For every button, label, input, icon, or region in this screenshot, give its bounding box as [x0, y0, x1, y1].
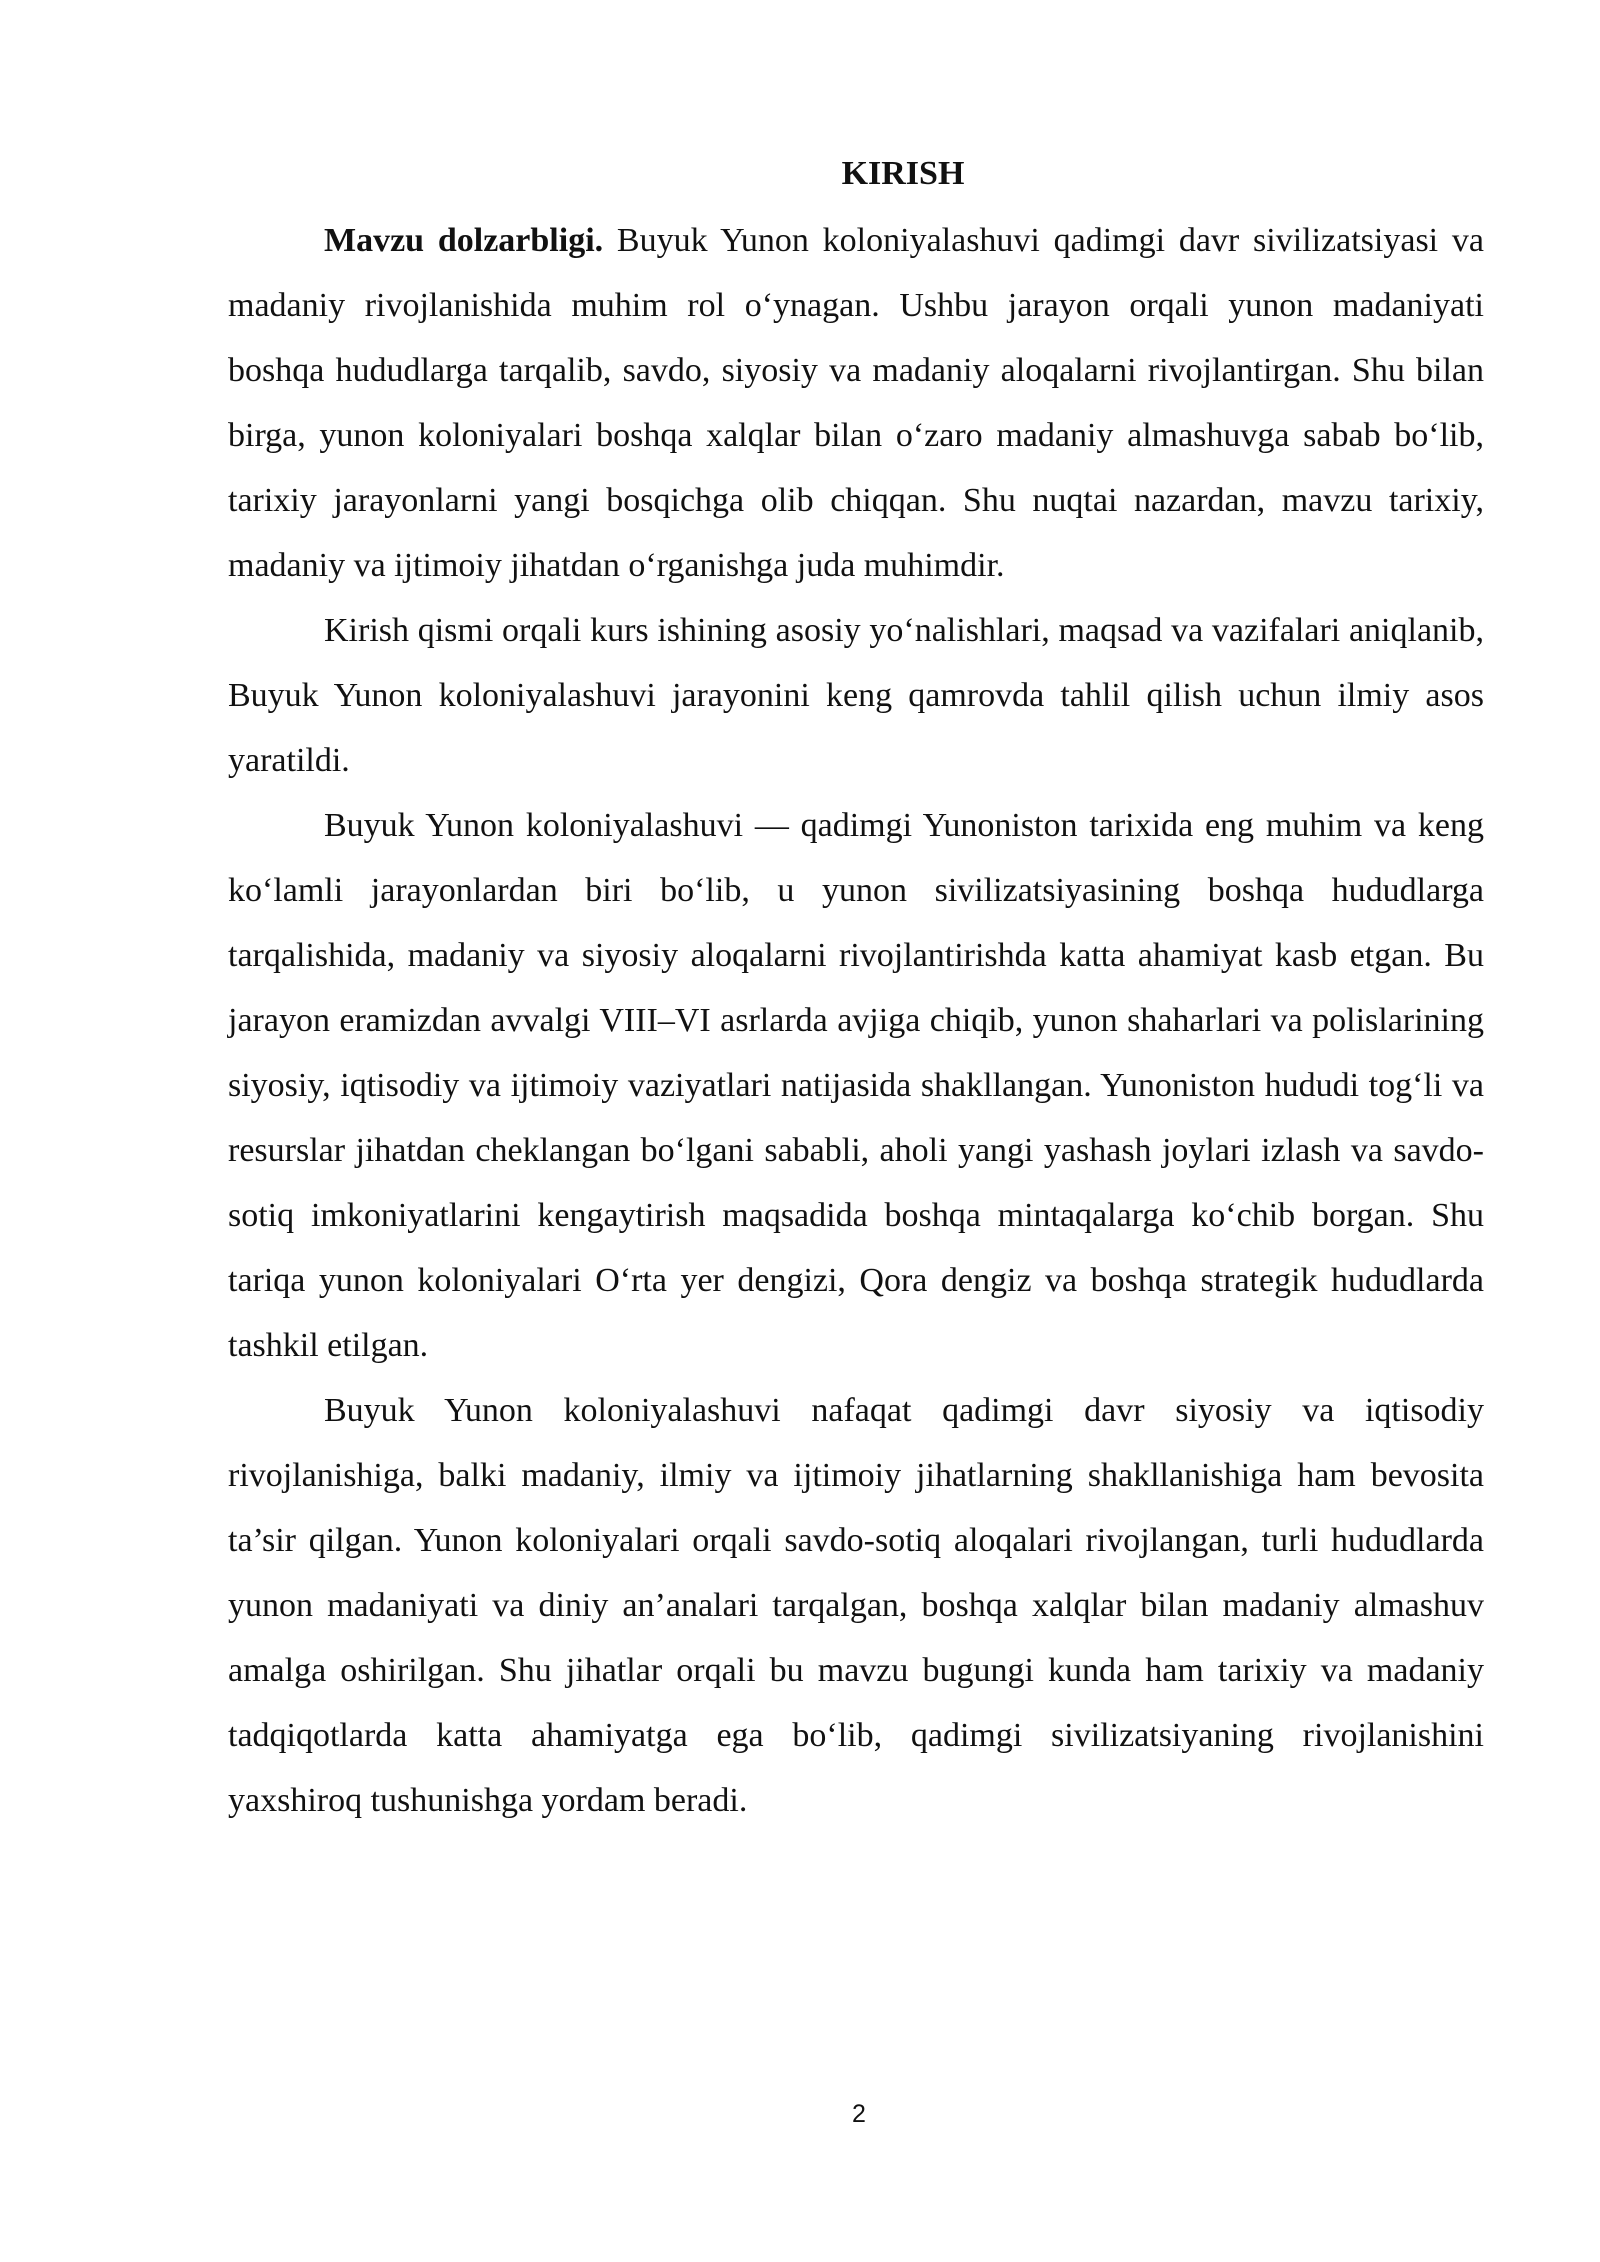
paragraph-introduction: Kirish qismi orqali kurs ishining asosiy yo‘nalishlari, maqsad va vazifalari aniqlanib, Buyuk Yunon koloniyalashuvi jarayonini keng qamrovda tahlil qilish uchun ilmiy asos yaratildi.: [228, 612, 1484, 779]
paragraph-text: Buyuk Yunon koloniyalashuvi qadimgi davr sivilizatsiyasi va madaniy rivojlanishida muhim rol o‘ynagan. Ushbu jarayon orqali yunon madaniyati boshqa hududlarga tarqalib, savdo, siyosiy va madaniy aloqalarni rivojlantirgan. Shu bilan birga, yunon koloniyalari boshqa xalqlar bilan o‘zaro madaniy almashuvga sabab bo‘lib, tarixiy jarayonlarni yangi bosqichga olib chiqqan. Shu nuqtai nazardan, mavzu tarixiy, madaniy va ijtimoiy jihatdan o‘rganishga juda muhimdir.: [228, 222, 1484, 584]
body-text: [228, 208, 1484, 1833]
paragraph-significance: Buyuk Yunon koloniyalashuvi nafaqat qadimgi davr siyosiy va iqtisodiy rivojlanishiga, balki madaniy, ilmiy va ijtimoiy jihatlarning shakllanishiga ham bevosita ta’sir qilgan. Yunon koloniyalari orqali savdo-sotiq aloqalari rivojlangan, turli hududlarda yunon madaniyati va diniy an’analari tarqalgan, boshqa xalqlar bilan madaniy almashuv amalga oshirilgan. Shu jihatlar orqali bu mavzu bugungi kunda ham tarixiy va madaniy tadqiqotlarda katta ahamiyatga ega bo‘lib, qadimgi sivilizatsiyaning rivojlanishini yaxshiroq tushunishga yordam beradi.: [228, 1392, 1484, 1819]
page-number: 2: [852, 2100, 866, 2128]
paragraph-colonization: Buyuk Yunon koloniyalashuvi — qadimgi Yunoniston tarixida eng muhim va keng ko‘lamli jarayonlardan biri bo‘lib, u yunon sivilizatsiyasining boshqa hududlarga tarqalishida, madaniy va siyosiy aloqalarni rivojlantirishda katta ahamiyat kasb etgan. Bu jarayon eramizdan avvalgi VIII–VI asrlarda avjiga chiqib, yunon shaharlari va polislarining siyosiy, iqtisodiy va ijtimoiy vaziyatlari natijasida shakllangan. Yunoniston hududi tog‘li va resurslar jihatdan cheklangan bo‘lgani sababli, aholi yangi yashash joylari izlash va savdo-sotiq imkoniyatlarini kengaytirish maqsadida boshqa mintaqalarga ko‘chib borgan. Shu tariqa yunon koloniyalari O‘rta yer dengizi, Qora dengiz va boshqa strategik hududlarda tashkil etilgan.: [228, 807, 1484, 1364]
paragraph-lead: Mavzu dolzarbligi.: [324, 222, 604, 259]
paragraph-relevance: [228, 208, 1484, 598]
section-heading: KIRISH: [841, 155, 965, 192]
